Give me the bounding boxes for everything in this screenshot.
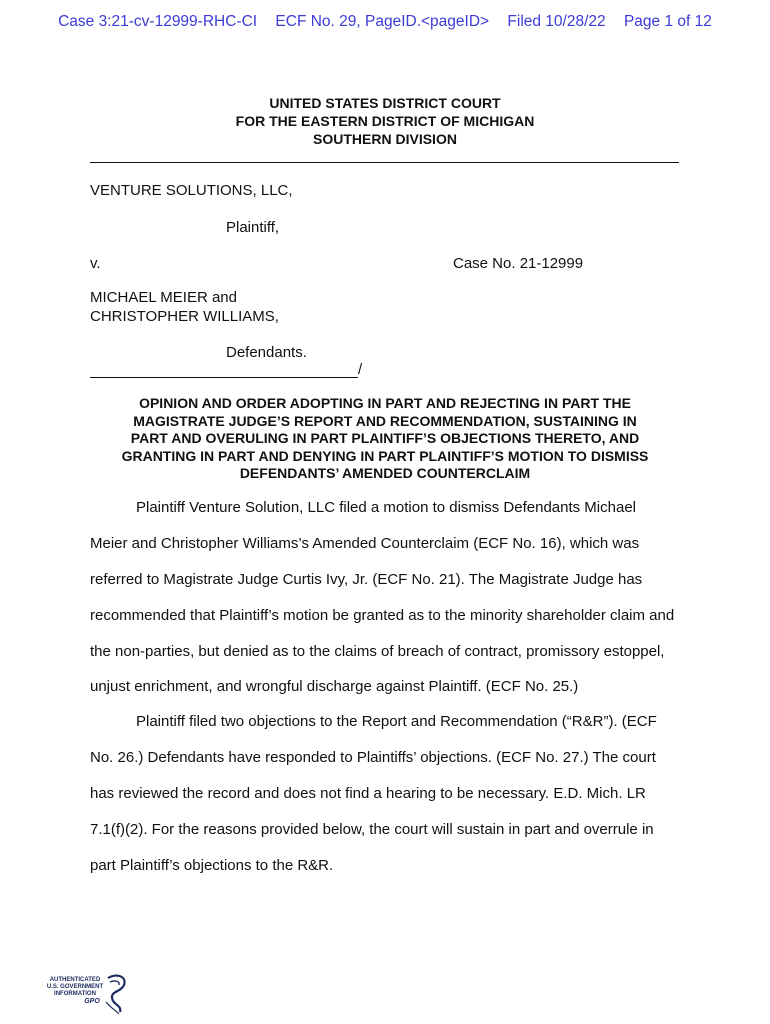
ecf-stamp: ECF No. 29, PageID.<pageID> — [275, 13, 490, 30]
court-title — [90, 94, 680, 148]
body-line: 7.1(f)(2). For the reasons provided below, the court will sustain in part and overrule in — [90, 821, 654, 838]
order-title-line: DEFENDANTS’ AMENDED COUNTERCLAIM — [239, 465, 531, 481]
filing-header — [0, 13, 770, 31]
defendant-name-line1: MICHAEL MEIER and — [90, 289, 237, 306]
case-number: Case No. 21-12999 — [453, 255, 584, 272]
order-title-line: MAGISTRATE JUDGE’S REPORT AND RECOMMENDATION, SUSTAINING IN — [133, 412, 637, 429]
order-title-line: OPINION AND ORDER ADOPTING IN PART AND REJECTING IN PART THE — [139, 395, 631, 411]
body-line: unjust enrichment, and wrongful discharge against Plaintiff. (ECF No. 25.) — [90, 678, 579, 695]
body-line: has reviewed the record and does not find a hearing to be necessary. E.D. Mich. LR — [90, 785, 646, 802]
body-line: recommended that Plaintiff’s motion be granted as to the minority shareholder claim and — [90, 607, 675, 624]
body-line: No. 26.) Defendants have responded to Plaintiffs’ objections. (ECF No. 27.) The court — [90, 749, 656, 766]
defendant-name-line2: CHRISTOPHER WILLIAMS, — [90, 308, 279, 325]
court-district: FOR THE EASTERN DISTRICT OF MICHIGAN — [235, 113, 535, 129]
page-number-stamp: Page 1 of 12 — [623, 13, 712, 30]
body-line: Plaintiff filed two objections to the Report and Recommendation (“R&R”). (ECF — [136, 713, 657, 730]
logo-text-line: INFORMATION — [54, 991, 96, 997]
logo-text-line: U.S. GOVERNMENT — [46, 984, 104, 990]
filed-date-stamp: Filed 10/28/22 — [507, 13, 606, 30]
body-line: Plaintiff Venture Solution, LLC filed a motion to dismiss Defendants Michael — [136, 499, 636, 516]
order-title-line: PART AND OVERULING IN PART PLAINTIFF’S OBJECTIONS THERETO, AND — [130, 430, 640, 446]
case-number-stamp: Case 3:21-cv-12999-RHC-CI — [58, 13, 258, 30]
versus-label: v. — [90, 255, 101, 272]
logo-gpo-label: GPO — [84, 998, 100, 1005]
caption-underline — [90, 377, 358, 378]
eagle-icon — [100, 972, 130, 1016]
logo-text-line: AUTHENTICATED — [49, 977, 101, 983]
body-line: referred to Magistrate Judge Curtis Ivy, Jr. (ECF No. 21). The Magistrate Judge has — [90, 571, 643, 588]
order-title-line: GRANTING IN PART AND DENYING IN PART PLAINTIFF’S MOTION TO DISMISS — [121, 447, 649, 464]
defendant-role: Defendants. — [226, 344, 307, 361]
body-line: Meier and Christopher Williams’s Amended Counterclaim (ECF No. 16), which was — [90, 535, 640, 552]
court-division: SOUTHERN DIVISION — [313, 131, 457, 147]
caption-divider — [90, 162, 679, 163]
plaintiff-name: VENTURE SOLUTIONS, LLC, — [90, 182, 293, 199]
court-name: UNITED STATES DISTRICT COURT — [269, 95, 501, 111]
order-title — [90, 395, 680, 483]
body-line: part Plaintiff’s objections to the R&R. — [90, 857, 334, 874]
caption-slash: / — [358, 361, 363, 378]
plaintiff-role: Plaintiff, — [226, 219, 280, 236]
gpo-authenticated-logo — [44, 968, 134, 1016]
body-line: the non-parties, but denied as to the claims of breach of contract, promissory estoppel, — [90, 643, 665, 660]
